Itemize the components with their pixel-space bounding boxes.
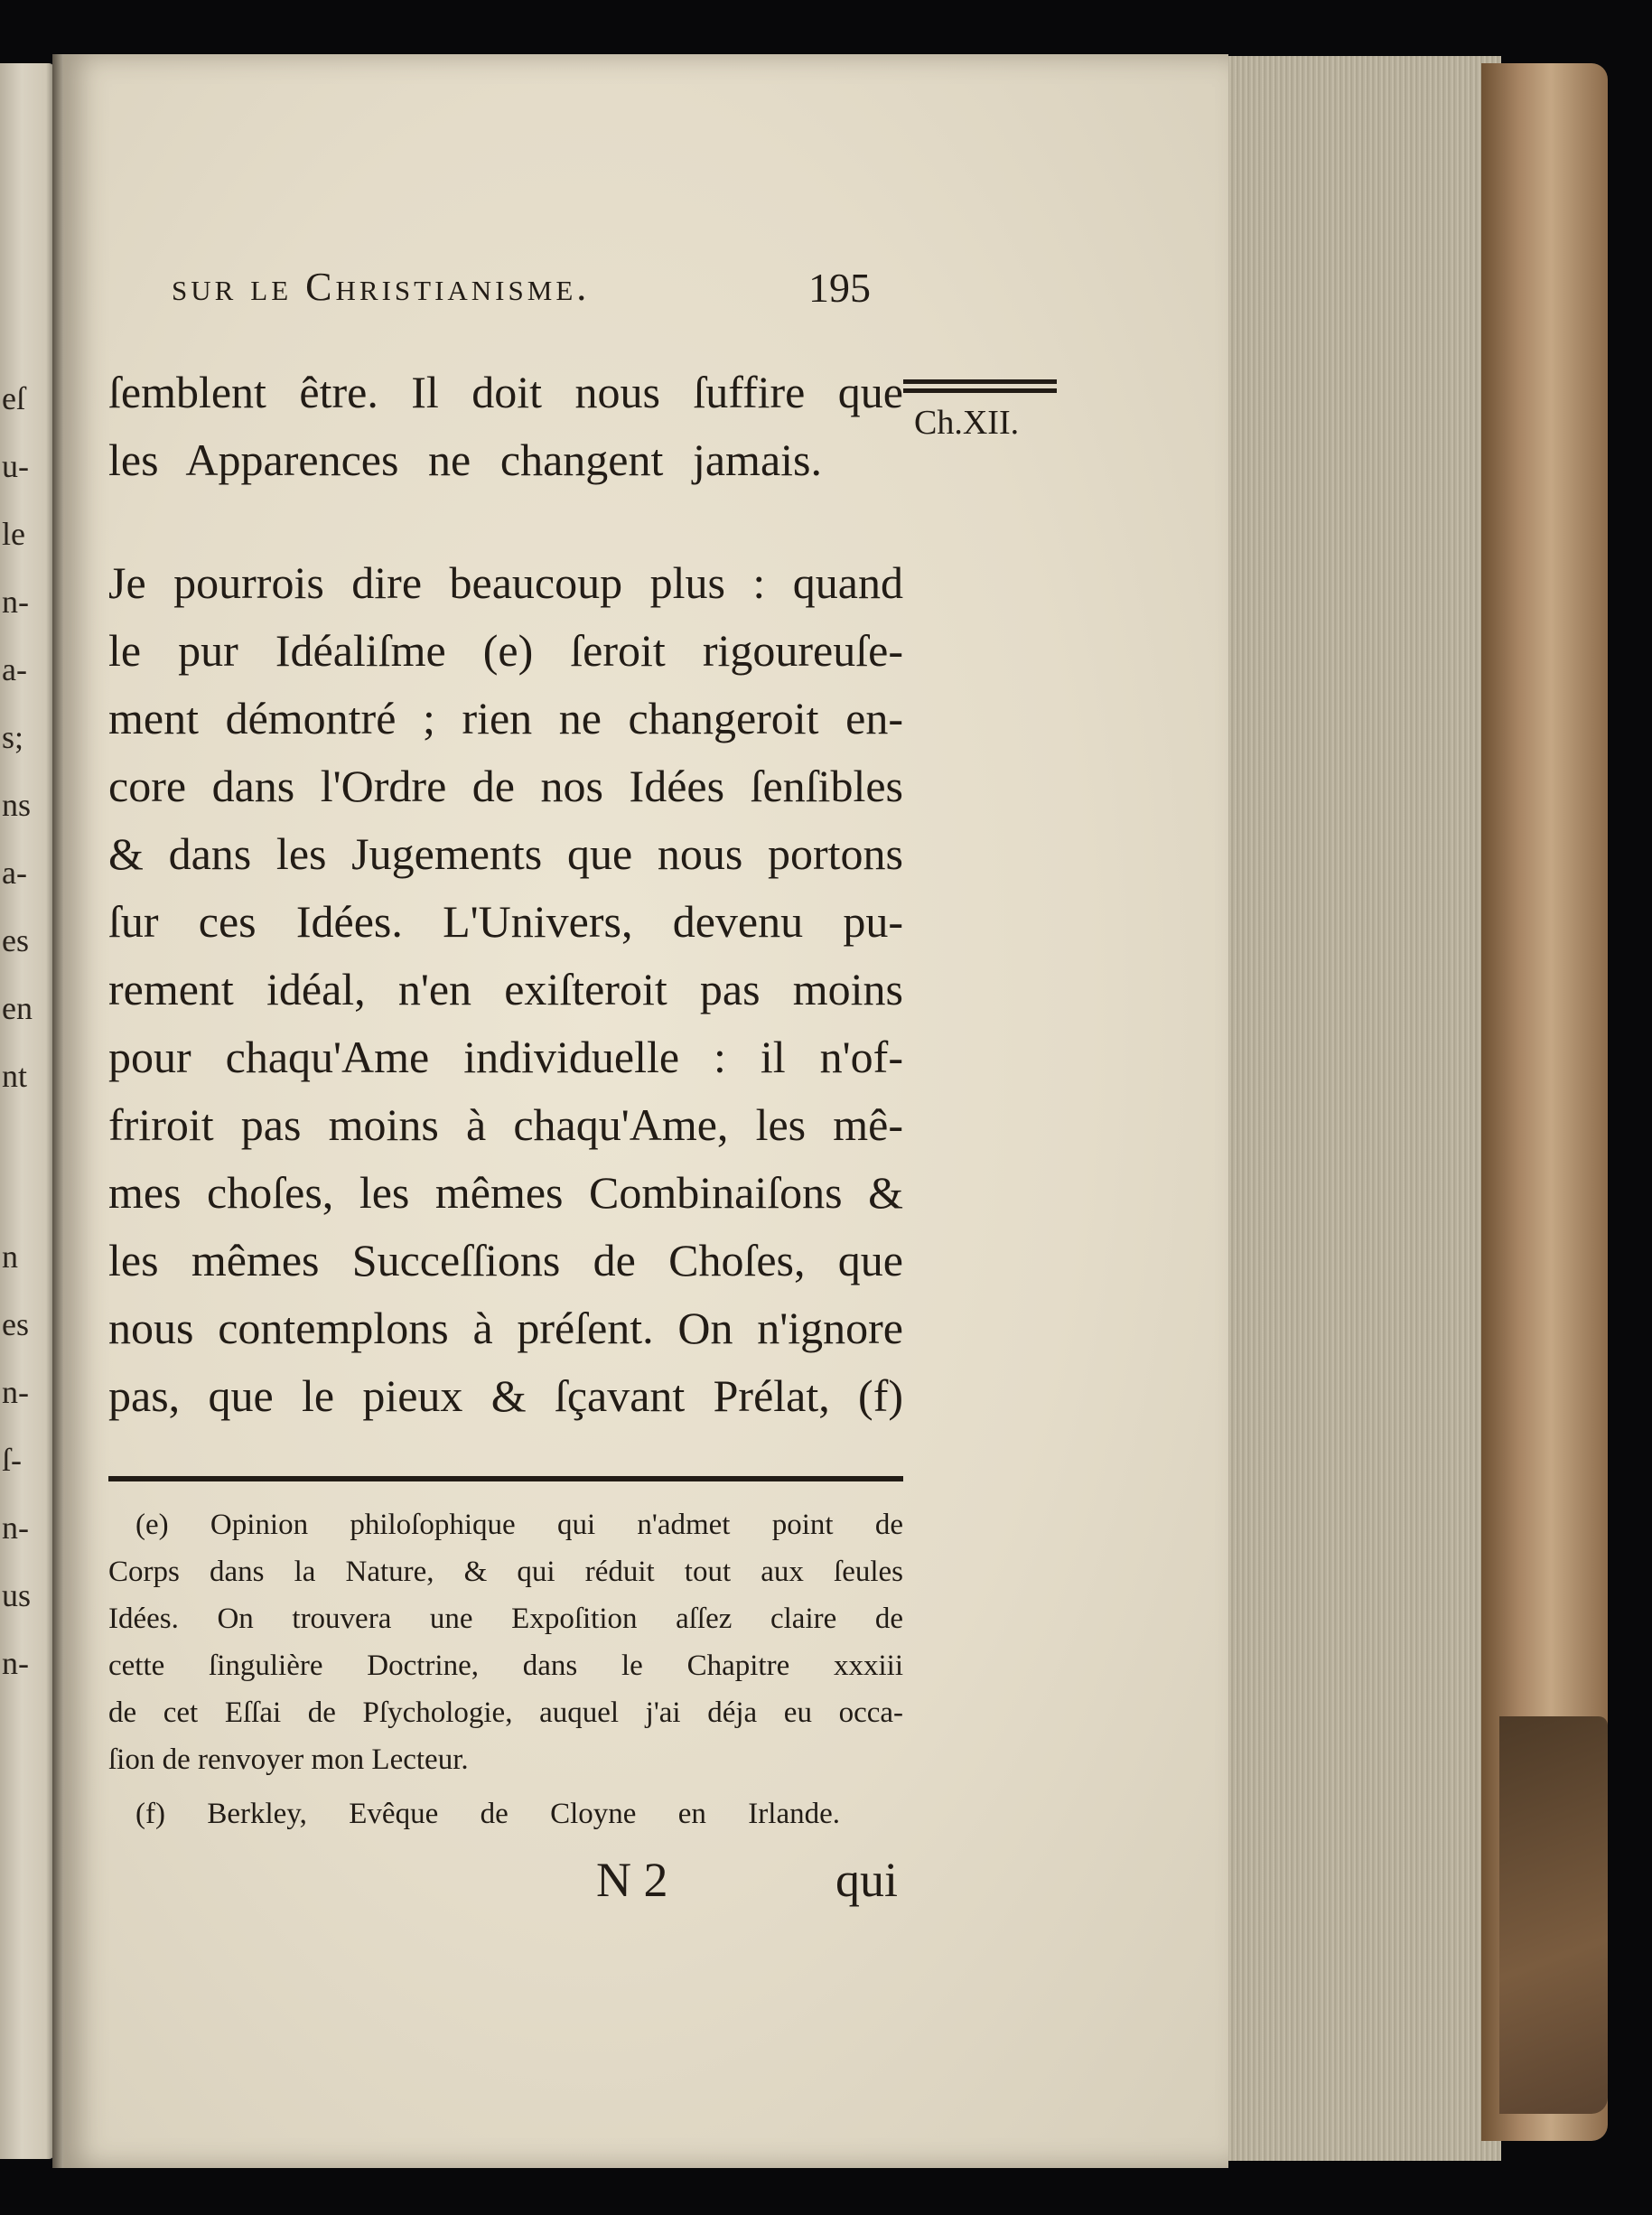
body-line: Je pourrois dire beaucoup plus : quand xyxy=(108,557,903,608)
body-line: ſur ces Idées. L'Univers, devenu pu- xyxy=(108,896,903,947)
left-page-fragment: u- xyxy=(2,448,29,484)
chapter-marker-rules xyxy=(903,379,1057,397)
leather-cover-corner xyxy=(1499,1716,1608,2114)
left-page-edge xyxy=(0,63,54,2159)
footnote-line: Corps dans la Nature, & qui réduit tout aux ſeules xyxy=(108,1556,903,1588)
footnote-line: de cet Eſſai de Pſychologie, auquel j'ai déja eu occa- xyxy=(108,1696,903,1729)
left-page-fragment: eſ xyxy=(2,380,25,416)
body-line: mes choſes, les mêmes Combinaiſons & xyxy=(108,1167,903,1218)
body-line: nous contemplons à préſent. On n'ignore xyxy=(108,1303,903,1353)
catchword: qui xyxy=(835,1853,899,1907)
left-page-fragment: le xyxy=(2,516,25,552)
left-page-fragment: a- xyxy=(2,651,27,687)
left-page-fragment: n- xyxy=(2,1645,29,1681)
body-line: le pur Idéaliſme (e) ſeroit rigoureuſe- xyxy=(108,625,903,676)
left-page-fragment: es xyxy=(2,1306,29,1342)
left-page-fragment: n xyxy=(2,1238,18,1275)
running-title: sur le Christianisme. xyxy=(172,265,591,309)
left-page-fragment: n- xyxy=(2,1509,29,1546)
left-page-fragment: s; xyxy=(2,719,24,755)
body-line: core dans l'Ordre de nos Idées ſenſibles xyxy=(108,761,903,811)
footnote-line: (e) Opinion philoſophique qui n'admet point de xyxy=(135,1509,903,1541)
left-page-fragment: n- xyxy=(2,1374,29,1410)
footnote-line: ſion de renvoyer mon Lecteur. xyxy=(108,1743,469,1776)
page-block-edges xyxy=(1210,56,1501,2161)
body-line: les mêmes Succeſſions de Choſes, que xyxy=(108,1235,903,1285)
body-line: friroit pas moins à chaqu'Ame, les mê- xyxy=(108,1099,903,1150)
body-line: ſemblent être. Il doit nous ſuffire que xyxy=(108,367,903,417)
left-page-fragment: a- xyxy=(2,855,27,891)
footnote-line: Idées. On trouvera une Expoſition aſſez claire de xyxy=(108,1603,903,1635)
left-page-fragment: en xyxy=(2,990,33,1026)
chapter-marker: Ch.XII. xyxy=(914,404,1020,442)
footnote-rule xyxy=(108,1476,903,1481)
body-line: rement idéal, n'en exiſteroit pas moins xyxy=(108,964,903,1014)
left-page-fragment: ſ- xyxy=(2,1442,22,1478)
footnote-line: cette ſingulière Doctrine, dans le Chapitre xxxiii xyxy=(108,1650,903,1682)
footnote-line: (f) Berkley, Evêque de Cloyne en Irlande. xyxy=(135,1798,840,1830)
left-page-fragment: us xyxy=(2,1577,32,1613)
body-line: pour chaqu'Ame individuelle : il n'of- xyxy=(108,1032,903,1082)
signature-mark: N 2 xyxy=(596,1853,668,1907)
body-line: & dans les Jugements que nous portons xyxy=(108,828,903,879)
left-page-fragment: ns xyxy=(2,787,32,823)
left-page-fragment: es xyxy=(2,922,29,958)
body-line: les Apparences ne changent jamais. xyxy=(108,435,822,485)
page-number: 195 xyxy=(808,265,871,311)
left-page-fragment: n- xyxy=(2,584,29,620)
body-line: pas, que le pieux & ſçavant Prélat, (f) xyxy=(108,1370,903,1421)
body-line: ment démontré ; rien ne changeroit en- xyxy=(108,693,903,743)
left-page-fragment: nt xyxy=(2,1058,28,1094)
